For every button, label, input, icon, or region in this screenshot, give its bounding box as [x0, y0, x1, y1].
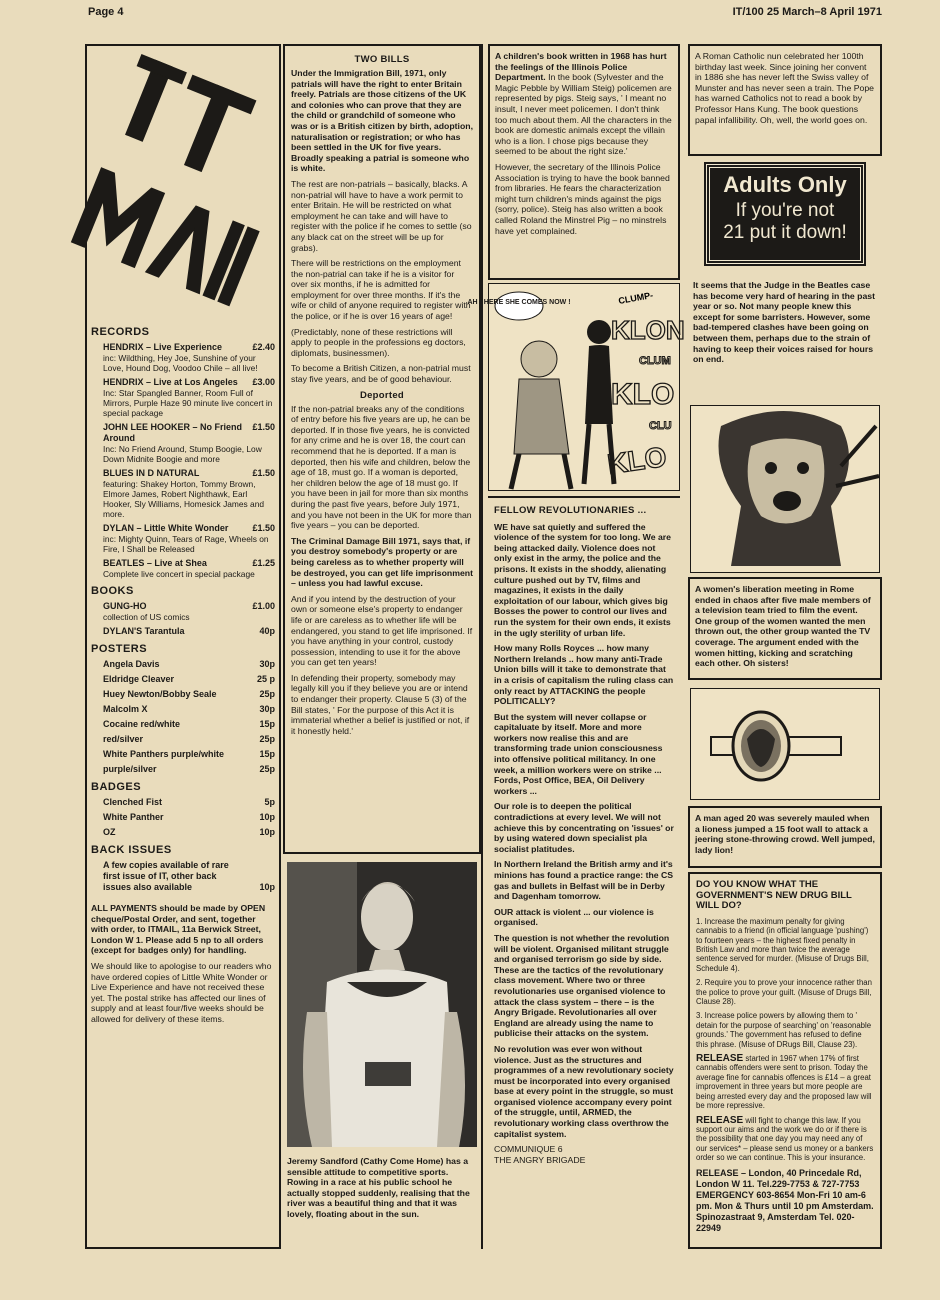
- catalog-item: [91, 468, 275, 479]
- two-bills-p7: And if you intend by the destruction of your own or someone else's property to endanger life or are careless as to whether life will be endangered, you stand to get life imprisoned. If you have anything in your control, custody possession, intending to use it for the above you can get ten years!: [291, 593, 473, 668]
- books-list: [91, 601, 275, 637]
- catalog-item-desc: Complete live concert in special package: [103, 569, 255, 579]
- catalog-item-price: 10p: [259, 827, 275, 837]
- childrens-book-lead: A children's book written in 1968 has hurt the feelings of the Illinois Police Department.: [495, 51, 667, 83]
- fellow-title: FELLOW REVOLUTIONARIES ...: [494, 505, 647, 516]
- lioness-article: [688, 806, 882, 868]
- catalog-item: [91, 342, 275, 353]
- two-bills-title: TWO BILLS: [354, 54, 410, 65]
- catalog-item-title: Huey Newton/Bobby Seale: [103, 689, 217, 699]
- catalog-item-price: 25p: [259, 689, 275, 699]
- catalog-item-title: White Panthers purple/white: [103, 749, 225, 759]
- comic-sfx-2: KLON: [611, 315, 685, 345]
- payment-note: ALL PAYMENTS should be made by OPEN cheque/Postal Order, and sent, together with order, to ITMAIL, 11a Berwick Street, London W 1. Please add 5 np to all orders (except for badges only) for handling.: [91, 903, 266, 956]
- drug-bill-release-1-lead: RELEASE: [696, 1053, 744, 1065]
- fellow-p4: Our role is to deepen the political contradictions at every level. We will not achieve this by concentrating on 'issues' or by using watered down specialist pla socialist platitudes.: [494, 801, 674, 854]
- catalog-item-title: Angela Davis: [103, 659, 160, 669]
- release-contact: RELEASE – London, 40 Princedale Rd, London W 11. Tel.229-7753 & 727-7753 EMERGENCY 603-8654 Mon-Fri 10 am-6 pm. Mon & Thurs until 10 pm Amsterdam. Spinozastraat 9, Amsterdam Tel. 020-22949: [696, 1167, 874, 1233]
- catalog-item-price: £1.50: [252, 523, 275, 533]
- catalog-item-desc: Inc: No Friend Around, Stump Boogie, Low Down Midnite Boogie and more: [103, 444, 262, 464]
- catalog-item-title: HENDRIX – Live Experience: [103, 342, 223, 352]
- catalog-item-price: £1.50: [252, 422, 275, 432]
- fellow-p8: No revolution was ever won without violence. Just as the structures and programmes of a new revolutionary society must be incorporated into every organised base at every point in the struggle, so must organised violence accompany every point of the struggle, until, ARMED, the revolutionary working class overthrow the capitalist system.: [494, 1043, 674, 1139]
- issue-date: IT/100 25 March–8 April 1971: [732, 6, 882, 18]
- catalog-item-price: 25p: [259, 764, 275, 774]
- drug-bill-item-2: 2. Require you to prove your innocence rather than the police to prove your guilt. (Misuse of Drugs Bill, Clause 28).: [696, 978, 872, 1007]
- catalog-item-title: Eldridge Cleaver: [103, 674, 175, 684]
- two-bills-p4: To become a British Citizen, a non-patrial must stay five years, and be of good behaviour.: [291, 363, 471, 385]
- fellow-p7: The question is not whether the revolution will be violent. Organised militant struggle and organised terrorism go side by side. These are the tactics of the revolutionary class movement. Where two or three revolutionaries use organised violence to attack the class system – there – is the Angry Brigade. Revolutionaries all over England are already using the name to publicise their attacks on the system.: [494, 932, 670, 1039]
- catalog-item-price: 5p: [264, 797, 275, 807]
- catalog-item-price: 15p: [259, 719, 275, 729]
- fellow-signature-2: THE ANGRY BRIGADE: [494, 1154, 586, 1165]
- catalog-item: [91, 422, 275, 444]
- childrens-book-article: [488, 44, 680, 280]
- comic-bubble-text: [467, 299, 570, 306]
- itmail-logo: [91, 50, 277, 320]
- sandford-article: [283, 1152, 481, 1249]
- drug-bill-item-3: 3. Increase police powers by allowing them to ' detain for the purpose of searching' on 'reasonable grounds.' The government has refused to define this phrase. (Misuse of DRugs Bill, Clause 23).: [696, 1011, 872, 1049]
- catalog-item: [91, 523, 275, 534]
- catalog-item-title: JOHN LEE HOOKER – No Friend Around: [103, 422, 243, 443]
- records-heading: RECORDS: [91, 326, 150, 338]
- catalog-item-desc: inc: Mighty Quinn, Tears of Rage, Wheels on Fire, I Shall be Released: [103, 534, 269, 554]
- drug-bill-release-2: [696, 1116, 874, 1163]
- catalog-item: [91, 827, 275, 838]
- drug-bill-title: DO YOU KNOW WHAT THE GOVERNMENT'S NEW DRUG BILL WILL DO?: [696, 879, 852, 912]
- comic-bubble: AH ! HERE SHE COMES NOW !: [467, 299, 571, 306]
- posters-heading: POSTERS: [91, 643, 148, 655]
- catalog-item: [91, 377, 275, 388]
- two-bills-p2: There will be restrictions on the employment the non-patrial can take if he is a visitor for over six months, if he is admitted for employment for over three months. If it's the wife or child of anyone required to register with the police, or if he is over 16 years of age!: [291, 258, 471, 322]
- back-issues-item: [103, 860, 275, 893]
- catalog-item: [91, 689, 275, 700]
- catalog-item-price: 10p: [259, 812, 275, 822]
- catalog-item-title: DYLAN – Little White Wonder: [103, 523, 229, 533]
- catalog-item-price: 25p: [259, 734, 275, 744]
- catalog-item-desc: inc: Wildthing, Hey Joe, Sunshine of your Love, Hound Dog, Voodoo Chile – all live!: [103, 353, 258, 373]
- pill-illustration: [690, 688, 880, 800]
- comic-sfx-5: CLU: [649, 420, 672, 432]
- catalog-item-title: Clenched Fist: [103, 797, 163, 807]
- catalog-item-price: £3.00: [252, 377, 275, 387]
- catalog-item-title: Cocaine red/white: [103, 719, 181, 729]
- catalog-item: [91, 674, 275, 685]
- books-heading: BOOKS: [91, 585, 134, 597]
- badges-list: [91, 797, 275, 838]
- apology-note: We should like to apologise to our readers who have ordered copies of Little White Wonder or Live Experience and have not received these yet. The postal strike has affected our lines of supply and at least four/five weeks should be allowed for delivery of these items.: [91, 960, 272, 1024]
- badges-heading: BADGES: [91, 781, 142, 793]
- catalog-item-desc: featuring: Shakey Horton, Tommy Brown, Elmore James, Robert Nighthawk, Earl Hooker, Sly Williams, Homesick James and more.: [103, 479, 265, 519]
- catalog-item: [91, 764, 275, 775]
- posters-list: [91, 659, 275, 775]
- back-issues-price: 10p: [259, 882, 275, 892]
- catalog-item-price: 15p: [259, 749, 275, 759]
- catalog-item-title: purple/silver: [103, 764, 157, 774]
- childrens-book-body: In the book (Sylvester and the Magic Pebble by William Steig) policemen are represented by pigs. Steig says, ' I meant no insult, I never meet policemen. I don't think too much about them. All the characters in the book are domestic animals except the villain who is a lion. I chose pigs because they seemed to be about the right size.': [495, 72, 672, 157]
- fellow-revolutionaries-article: [488, 500, 680, 1249]
- catalog-item-price: 30p: [259, 659, 275, 669]
- drug-bill-article: [688, 872, 882, 1249]
- comic-sfx-6: KLO: [605, 441, 669, 480]
- catalog-item: [91, 601, 275, 612]
- sandford-text: Jeremy Sandford (Cathy Come Home) has a sensible attitude to competitive sports. Rowing in a race at his public school he actually stopped suddenly, realising that the river was a beautiful thing and that it was lovely, floating about in the sun.: [287, 1156, 470, 1219]
- column-divider: [481, 44, 483, 1249]
- comic-sfx-3: CLUM: [639, 355, 671, 367]
- childrens-book-text: [495, 51, 673, 157]
- comic-sfx-1: CLUMP-: [617, 290, 654, 306]
- drug-bill-release-1: [696, 1054, 874, 1110]
- catalog-item-price: 25 p: [256, 674, 275, 684]
- catalog-item-title: HENDRIX – Live at Los Angeles: [103, 377, 238, 387]
- adults-only-title: Adults Only: [723, 172, 847, 197]
- fellow-p3: But the system will never collapse or capitaluate by itself. More and more workers now realise this and are transforming trade union consciousness into offensive political militancy. In one week, a million workers were on strike ... Fords, Post Office, BEA, Oil Delivery workers ...: [494, 711, 663, 796]
- catalog-item-title: GUNG-HO: [103, 601, 147, 611]
- itmail-box: [85, 44, 281, 1249]
- sandford-photo: [287, 862, 477, 1147]
- two-bills-intro: Under the Immigration Bill, 1971, only patrials will have the right to enter Britain freely. Patrials are those citizens of the UK and colonies who can prove that they are the child or grandchild of someone who was or is a British citizen by birth, adoption, naturalisation or registration; or who has been settled in the UK for five years. Broadly speaking a patrial is someone who is white.: [291, 68, 473, 174]
- fellow-signature-1: COMMUNIQUE 6: [494, 1144, 563, 1155]
- adults-only-line2: If you're not: [735, 200, 835, 221]
- drug-bill-release-2-lead: RELEASE: [696, 1114, 744, 1126]
- drug-bill-release-2-text: will fight to change this law. If you support our aims and the work we do or if there is the possibility that one day you may need any of our services* – please send us money or a bankers order so we can continue. This is your insurance.: [696, 1115, 874, 1163]
- two-bills-article: [283, 44, 481, 854]
- drug-bill-release-1-text: started in 1967 when 17% of first cannabis offenders were sent to prison. Today the average fine for cannabis offences is £14 – a great improvement in three years but more people are being arrested every day and the proposed law will be more repressive.: [696, 1054, 872, 1111]
- beatles-judge-text: It seems that the Judge in the Beatles case has become very hard of hearing in the past year or so. Not many people knew this except for some barristers. However, some bad-tempered clashes have been going on between them, perhaps due to the strain of having to keep their voices raised for hours on end.: [693, 280, 876, 365]
- catalog-item-price: £1.00: [252, 601, 275, 611]
- catalog-item-price: 40p: [259, 626, 275, 636]
- catalog-item-price: £1.50: [252, 468, 275, 478]
- catalog-item: [91, 719, 275, 730]
- fellow-p5: In Northern Ireland the British army and it's minions has found a practice range: the CS gas and bullets in Belfast will be in Derby and Dagenham tomorrow.: [494, 859, 674, 902]
- rome-article: [688, 577, 882, 680]
- childrens-book-body2: However, the secretary of the Illinois Police Association is trying to have the book banned from libraries. He fears the characterization might turn children's minds against the pigs (sorry, police). Steig has also written a book called Roland the Minstrel Pig – no minstrels have yet complained.: [495, 161, 670, 236]
- col3-divider: [488, 496, 680, 498]
- beatles-judge-article: [688, 275, 882, 395]
- nun-article: [688, 44, 882, 156]
- catalog-item-title: White Panther: [103, 812, 164, 822]
- screaming-face-illustration: [690, 405, 880, 573]
- catalog-item: [91, 749, 275, 760]
- catalog-item-title: BEATLES – Live at Shea: [103, 558, 207, 568]
- two-bills-p6: The Criminal Damage Bill 1971, says that, if you destroy somebody's property or are being careless as to whether property will be destroyed, you can get life imprisonment – unless you had lawful excuse.: [291, 535, 473, 589]
- two-bills-p5: If the non-patrial breaks any of the conditions of entry before his five years are up, he can be deported. If in those five years, he is convicted for any crime and he is over 18, the court can recommend that he is deported. If a man is deported, then his wife and children, below the age of 18, must go. If a woman is deported, her children below the age of 18 must go. If you have been in jail for more than six months during the past five years, before July 1971, and you have not been in the UK for more than five years – you can be deported.: [291, 403, 472, 531]
- back-issues-text: A few copies available of rare first issue of IT, other back issues also available: [103, 860, 229, 892]
- page-number: Page 4: [88, 6, 124, 18]
- catalog-item-price: £2.40: [252, 342, 275, 352]
- two-bills-p1: The rest are non-patrials – basically, blacks. A non-patrial will have to have a work permit to enter Britain. He will be restricted on what employment he can take and will have to register with the police if he comes to settle (so any black cat on the street will be up for grabs).: [291, 178, 472, 253]
- drug-bill-item-1: 1. Increase the maximum penalty for giving cannabis to a friend (in official language 'pushing') to fourteen years – the highest fixed penalty in British Law and more than twice the average sentence served for murder. (Misuse of Drugs Bill, Schedule 4).: [696, 916, 869, 973]
- catalog-item-title: OZ: [103, 827, 116, 837]
- catalog-item-title: Malcolm X: [103, 704, 148, 714]
- catalog-item-price: 30p: [259, 704, 275, 714]
- catalog-item-title: BLUES IN D NATURAL: [103, 468, 200, 478]
- catalog-item: [91, 659, 275, 670]
- back-issues-heading: BACK ISSUES: [91, 844, 172, 856]
- lioness-text: A man aged 20 was severely mauled when a lioness jumped a 15 foot wall to attack a jeering stone-throwing crowd. Well jumped, lady lion!: [695, 813, 875, 855]
- adults-only-line3: 21 put it down!: [723, 222, 847, 243]
- catalog-item-desc: Inc: Star Spangled Banner, Room Full of Mirrors, Purple Haze 90 minute live concert in special package: [103, 388, 273, 418]
- two-bills-p8: In defending their property, somebody may legally kill you if they believe you are or intend to endanger their property. Clause 5 (3) of the Bill states, ' For the purpose of this Act it is immaterial whether a belief is justified or not, if it honestly held.': [291, 672, 470, 736]
- catalog-item-title: red/silver: [103, 734, 144, 744]
- comic-illustration: [467, 283, 685, 491]
- adults-only-box: [706, 164, 864, 264]
- deported-heading: Deported: [359, 389, 405, 401]
- catalog-item: [91, 558, 275, 569]
- catalog-item-desc: collection of US comics: [103, 612, 190, 622]
- catalog-item: [91, 626, 275, 637]
- fellow-p6: OUR attack is violent ... our violence is organised.: [494, 906, 654, 928]
- fellow-p2: How many Rolls Royces ... how many Northern Irelands .. how many anti-Trade Union bills will it take to demonstrate that in a crisis of capitalism the ruling class can only react by ATTACKING the people POLITICALLY?: [494, 643, 674, 707]
- nun-text: A Roman Catholic nun celebrated her 100th birthday last week. Since joining her convent in 1886 she has never left the Swiss valley of Munster and has never seen a train. The Pope has warned Catholics not to read a book by Professor Hans Kung. The book questions papal infallibility. Oh, well, the world goes on.: [695, 51, 875, 125]
- comic-sfx-4: KLO: [611, 378, 675, 411]
- catalog-item-price: £1.25: [252, 558, 275, 568]
- catalog-item: [91, 704, 275, 715]
- fellow-p1: WE have sat quietly and suffered the violence of the system for too long. We are being attacked daily. Violence does not only exist in the army, the police and the prisons. It exists in the shoddy, alienating culture pushed out by TV, films and magazines, it exists in the daily exploitation of our labour, which gives big Bosses the power to control our lives and run the system for their own ends, it exists in the ugly sterility of urban life.: [494, 521, 672, 638]
- catalog-item: [91, 797, 275, 808]
- catalog-item: [91, 734, 275, 745]
- catalog-item-title: DYLAN'S Tarantula: [103, 626, 185, 636]
- records-list: [91, 342, 275, 579]
- two-bills-p3: (Predictably, none of these restrictions will apply to people in the professions eg doctors, diplomats, businessmen).: [291, 326, 466, 358]
- catalog-item: [91, 812, 275, 823]
- rome-text: A women's liberation meeting in Rome ended in chaos after five male members of a television team tried to film the event. One group of the women wanted the men thrown out, the other group wanted the TV coverage. The argument ended with the women hitting, kicking and scratching each other. Oh sisters!: [695, 584, 871, 669]
